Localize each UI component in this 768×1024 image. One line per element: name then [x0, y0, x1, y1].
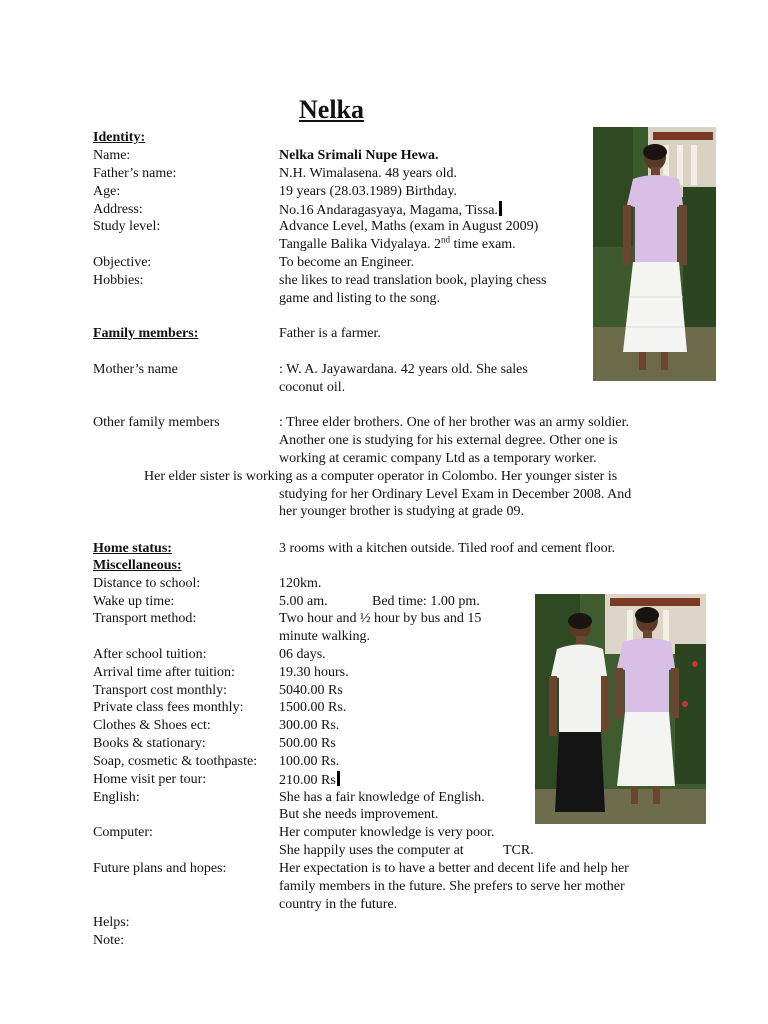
- clothes-value: 300.00 Rs.: [279, 718, 340, 733]
- computer-value-line2b: TCR.: [503, 843, 534, 858]
- books-value: 500.00 Rs: [279, 736, 336, 751]
- misc-heading: Miscellaneous:: [93, 558, 182, 573]
- name-value: Nelka Srimali Nupe Hewa.: [279, 148, 439, 163]
- study-label: Study level:: [93, 219, 161, 234]
- future-value-line1: Her expectation is to have a better and decent life and help her: [279, 861, 629, 876]
- transport-label: Transport method:: [93, 611, 197, 626]
- study-value-line2: Tangalle Balika Vidyalaya. 2nd time exam.: [279, 234, 516, 252]
- other-family-line5: studying for her Ordinary Level Exam in December 2008. And: [279, 487, 632, 502]
- father-label: Father’s name:: [93, 166, 177, 181]
- computer-label: Computer:: [93, 825, 153, 840]
- future-value-line2: family members in the future. She prefers to serve her mother: [279, 879, 625, 894]
- transport-cost-value: 5040.00 Rs: [279, 683, 343, 698]
- helps-label: Helps:: [93, 915, 130, 930]
- english-value-line2: But she needs improvement.: [279, 807, 439, 822]
- other-family-line1: : Three elder brothers. One of her brother was an army soldier.: [279, 415, 630, 430]
- father-occupation: Father is a farmer.: [279, 326, 381, 341]
- other-family-label: Other family members: [93, 415, 220, 430]
- mother-value-line2: coconut oil.: [279, 380, 346, 395]
- class-fees-value: 1500.00 Rs.: [279, 700, 347, 715]
- future-value-line3: country in the future.: [279, 897, 398, 912]
- hobbies-value-line1: she likes to read translation book, playing chess: [279, 273, 547, 288]
- hobbies-value-line2: game and listing to the song.: [279, 291, 440, 306]
- address-label: Address:: [93, 202, 143, 217]
- computer-value-line2a: She happily uses the computer at: [279, 843, 464, 858]
- objective-label: Objective:: [93, 255, 152, 270]
- other-family-line6: her younger brother is studying at grade 09.: [279, 504, 524, 519]
- distance-value: 120km.: [279, 576, 322, 591]
- transport-cost-label: Transport cost monthly:: [93, 683, 228, 698]
- english-value-line1: She has a fair knowledge of English.: [279, 790, 485, 805]
- tuition-label: After school tuition:: [93, 647, 207, 662]
- bed-time-value: Bed time: 1.00 pm.: [372, 594, 480, 609]
- home-status-heading: Home status:: [93, 541, 172, 556]
- other-family-line3: working at ceramic company Ltd as a temporary worker.: [279, 451, 597, 466]
- wake-value: 5.00 am.: [279, 594, 328, 609]
- home-status-value: 3 rooms with a kitchen outside. Tiled roof and cement floor.: [279, 541, 615, 556]
- class-fees-label: Private class fees monthly:: [93, 700, 244, 715]
- soap-value: 100.00 Rs.: [279, 754, 340, 769]
- other-family-line2: Another one is studying for his external degree. Other one is: [279, 433, 618, 448]
- age-value: 19 years (28.03.1989) Birthday.: [279, 184, 457, 199]
- name-label: Name:: [93, 148, 131, 163]
- other-family-line4: Her elder sister is working as a computer operator in Colombo. Her younger sister is: [144, 469, 618, 484]
- wake-label: Wake up time:: [93, 594, 175, 609]
- text-cursor: [337, 771, 340, 786]
- age-label: Age:: [93, 184, 121, 199]
- father-value: N.H. Wimalasena. 48 years old.: [279, 166, 458, 181]
- transport-value-line1: Two hour and ½ hour by bus and 15: [279, 611, 482, 626]
- portrait-photo: [593, 127, 716, 381]
- books-label: Books & stationary:: [93, 736, 206, 751]
- page-title: Nelka: [299, 95, 364, 124]
- identity-heading: Identity:: [93, 130, 146, 145]
- arrival-value: 19.30 hours.: [279, 665, 349, 680]
- text-cursor: [499, 201, 502, 216]
- computer-value-line1: Her computer knowledge is very poor.: [279, 825, 495, 840]
- hobbies-label: Hobbies:: [93, 273, 144, 288]
- home-visit-label: Home visit per tour:: [93, 772, 207, 787]
- transport-value-line2: minute walking.: [279, 629, 370, 644]
- mother-label: Mother’s name: [93, 362, 178, 377]
- future-label: Future plans and hopes:: [93, 861, 227, 876]
- note-label: Note:: [93, 933, 125, 948]
- family-photo-image: [535, 594, 706, 824]
- clothes-label: Clothes & Shoes ect:: [93, 718, 211, 733]
- family-heading: Family members:: [93, 326, 199, 341]
- mother-value-line1: : W. A. Jayawardana. 42 years old. She sales: [279, 362, 528, 377]
- address-value: No.16 Andaragasyaya, Magama, Tissa.: [279, 201, 502, 219]
- english-label: English:: [93, 790, 140, 805]
- home-visit-value: 210.00 Rs: [279, 771, 340, 789]
- study-value-line1: Advance Level, Maths (exam in August 2009): [279, 219, 539, 234]
- arrival-label: Arrival time after tuition:: [93, 665, 235, 680]
- objective-value: To become an Engineer.: [279, 255, 415, 270]
- soap-label: Soap, cosmetic & toothpaste:: [93, 754, 258, 769]
- portrait-photo-image: [593, 127, 716, 381]
- family-photo: [535, 594, 706, 824]
- distance-label: Distance to school:: [93, 576, 201, 591]
- tuition-value: 06 days.: [279, 647, 326, 662]
